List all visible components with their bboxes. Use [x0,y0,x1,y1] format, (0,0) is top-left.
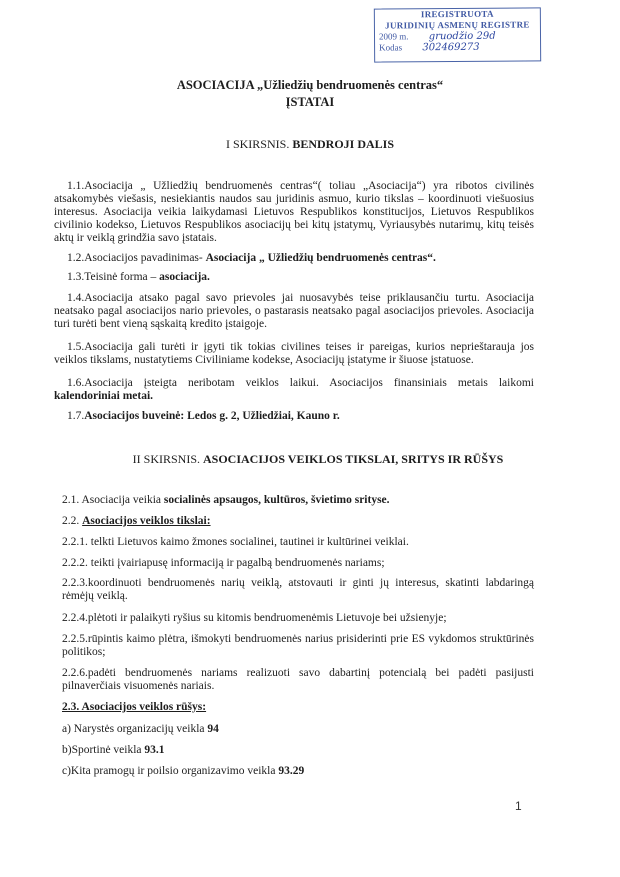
registration-stamp [374,7,541,62]
activity-kind-c-text: c)Kita pramogų ir poilsio organizavimo veikla [62,765,276,777]
paragraph-1-3 [54,271,534,284]
section-2-title: ASOCIACIJOS VEIKLOS TIKSLAI, SRITYS IR RŪŠYS [203,452,504,466]
goal-2-2-3: 2.2.3.koordinuoti bendruomenės narių veiklą, atstovauti ir ginti jų interesus, skatinti labdaringą rėmėjų veiklą. [62,577,534,602]
paragraph-1-6 [54,377,534,403]
goal-2-2-2: 2.2.2. teikti įvairiapusę informaciją ir pagalbą bendruomenės nariams; [62,557,385,569]
association-name: ASOCIACIJA „Užliedžių bendruomenės centras“ [176,78,444,92]
goal-2-2-1: 2.2.1. telkti Lietuvos kaimo žmones socialinei, tautinei ir kultūrinei veiklai. [62,536,409,548]
section-1-title: BENDROJI DALIS [292,137,395,151]
activity-kind-b-text: b)Sportinė veikla [62,744,142,756]
stamp-title-2: JURIDINIŲ ASMENŲ REGISTRE [385,19,530,31]
activity-kind-a-text: a) Narystės organizacijų veikla [62,723,205,735]
section-2-heading [0,452,620,467]
page-number: 1 [515,799,522,813]
paragraph-1-7-text: 1.7. [67,410,85,422]
activity-kind-b-code: 93.1 [144,744,165,756]
paragraph-1-7-bold: Asociacijos buveinė: Ledos g. 2, Užliedžiai, Kauno r. [84,410,340,422]
paragraph-2-2-title: Asociacijos veiklos tikslai: [82,515,211,527]
goal-2-2-4: 2.2.4.plėtoti ir palaikyti ryšius su kitomis bendruomenėmis Lietuvoje bei užsienyje; [62,612,447,624]
statute-title: ĮSTATAI [285,95,335,109]
paragraph-1-2-bold: Asociacija „ Užliedžių bendruomenės centras“. [205,252,436,264]
paragraph-1-2-text: 1.2.Asociacijos pavadinimas- [67,252,203,264]
paragraph-1-6-text: 1.6.Asociacija įsteigta neribotam veiklos laikui. Asociacijos finansiniais metais laikomi [67,377,534,389]
paragraph-1-5: 1.5.Asociacija gali turėti ir įgyti tik tokias civilines teises ir pareigas, kurios neprieštarauja jos veiklos tikslams, nustatytiems Civiliniame kodekse, Asociacijų įstatyme ir šiuose įstatuose. [54,341,534,366]
paragraph-1-4: 1.4.Asociacija atsako pagal savo prievoles jai nuosavybės teise priklausančiu turtu. Asociacija neatsako pagal asociacijos nario prievoles, o pastarasis neatsako pagal asociacijos prievoles. Asociacija turi turėti bent vieną sąskaitą kredito įstaigoje. [54,292,534,330]
section-2-prefix: II SKIRSNIS. [132,452,200,466]
stamp-date-handwritten: gruodžio 29d [428,30,496,43]
stamp-date-prefix: 200 [378,31,393,42]
stamp-code-label: Kodas [379,42,403,53]
paragraph-2-1-text: 2.1. Asociacija veikia [62,494,161,506]
paragraph-1-3-text: 1.3.Teisinė forma – [67,271,157,283]
paragraph-1-6-bold: kalendoriniai metai. [54,390,154,402]
stamp-code-line [375,41,540,53]
paragraph-2-1-bold: socialinės apsaugos, kultūros, švietimo srityse. [163,494,390,506]
stamp-date-year-suffix: 9 m. [392,31,409,42]
stamp-code-handwritten: 302469273 [422,41,480,54]
paragraph-2-3-title: 2.3. Asociacijos veiklos rūšys: [62,701,207,713]
goal-2-2-6: 2.2.6.padėti bendruomenės nariams realizuoti savo dabartinį potencialą bei padėti pasijusti pilnaverčiais visuomenės nariais. [62,667,534,692]
stamp-title-1: IREGISTRUOTA [420,8,494,20]
paragraph-2-1 [62,494,534,507]
activity-kind-b [62,744,534,757]
paragraph-1-7 [54,410,534,423]
activity-kind-c [62,765,534,778]
paragraph-2-2 [62,515,534,528]
paragraph-1-2 [54,252,534,265]
activity-kind-c-code: 93.29 [278,765,305,777]
activity-kind-a [62,723,534,736]
paragraph-1-1: 1.1.Asociacija „ Užliedžių bendruomenės centras“( toliau „Asociacija“) yra ribotos civilinės atsakomybės viešasis, nesiekiantis naudos sau juridinis asmuo, kurio tikslas – koordinuoti viešuosius interesus. Asociacija veikia laikydamasi Lietuvos Respublikos konstitucijos, Lietuvos Respublikos civilinio kodekso, Lietuvos Respublikos asociacijų bei kitų įstatymų, Vyriausybės nutarimų, kitų teisės aktų ir veiklą grindžia savo įstatais. [54,180,534,244]
paragraph-2-3 [62,701,534,714]
activity-kind-a-code: 94 [207,723,219,735]
paragraph-2-2-number: 2.2. [62,515,80,527]
section-1-prefix: I SKIRSNIS. [225,137,290,151]
section-1-heading [0,137,620,152]
goal-2-2-5: 2.2.5.rūpintis kaimo plėtra, išmokyti bendruomenės narius prisiderinti prie ES vykdomos struktūrinės politikos; [62,633,534,658]
paragraph-1-3-bold: asociacija. [159,271,210,283]
